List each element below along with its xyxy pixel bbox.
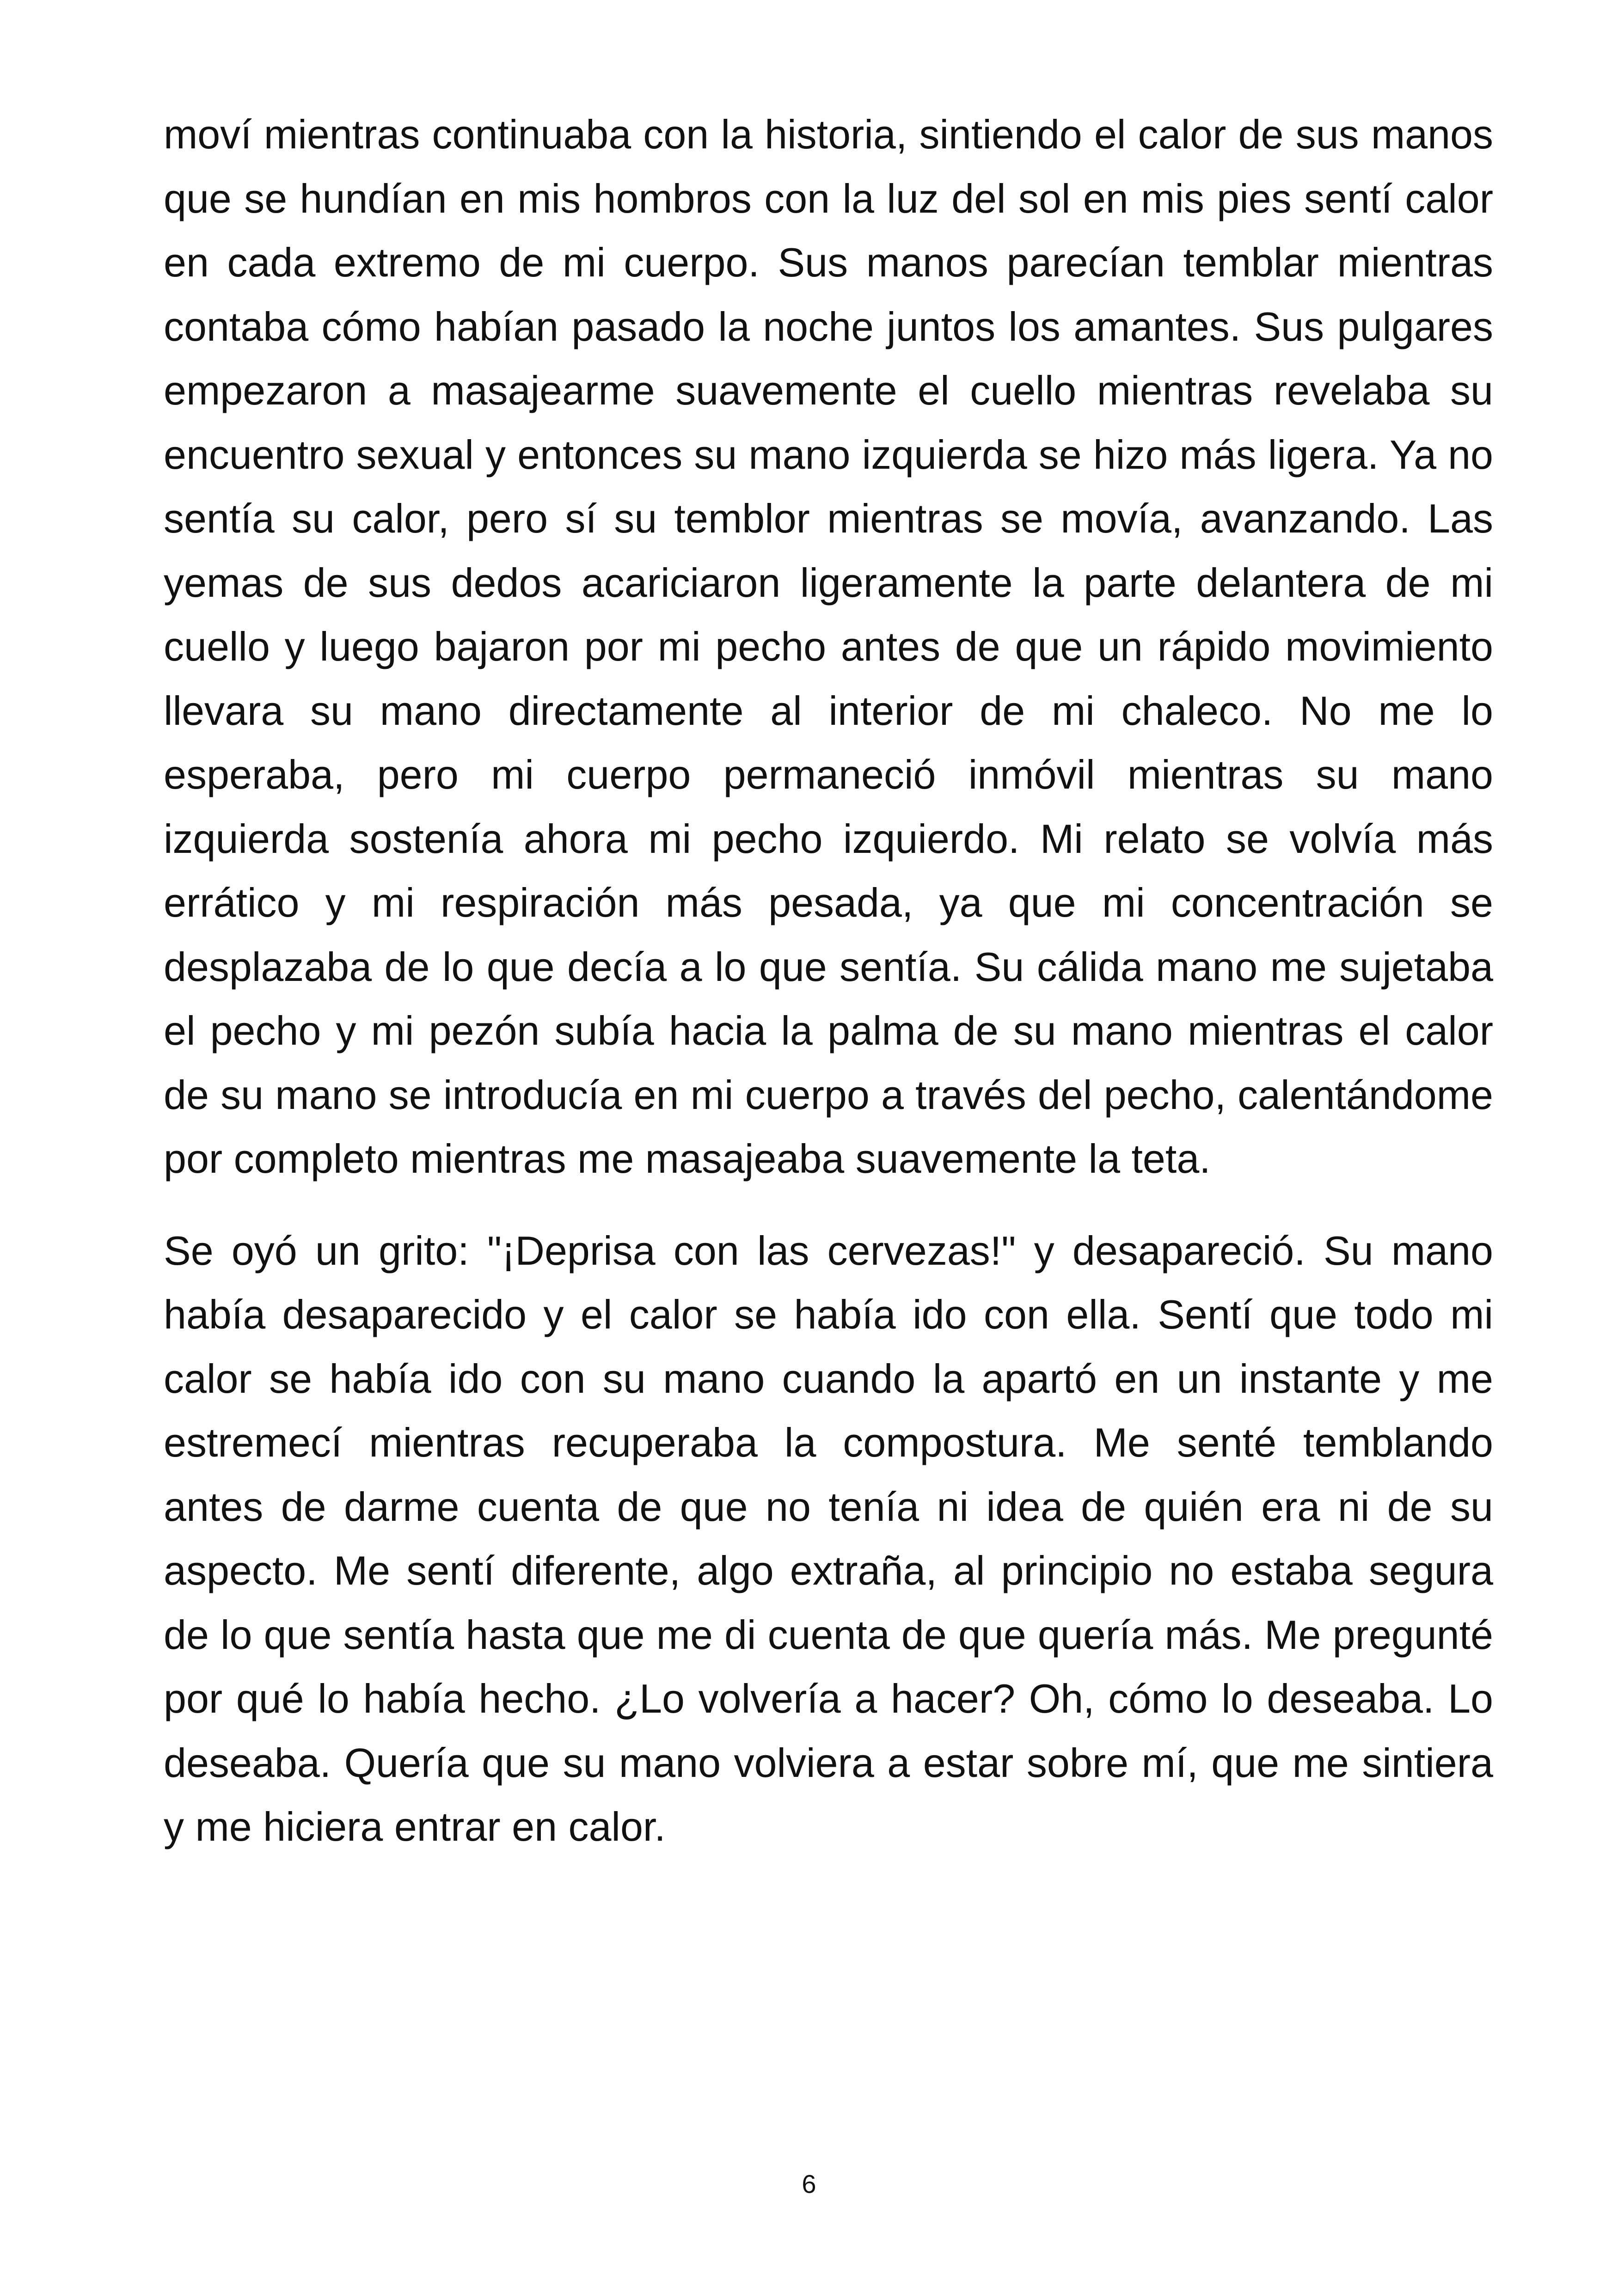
- page-number: 6: [802, 2169, 816, 2198]
- body-text: [164, 103, 1493, 1859]
- paragraph-1: moví mientras continuaba con la historia, sintiendo el calor de sus manos que se hundían en mis hombros con la luz del sol en mis pies sentí calor en cada extremo de mi cuerpo. Sus manos parecían temblar mientras contaba cómo habían pasado la noche juntos los amantes. Sus pulgares empezaron a masajearme suavemente el cuello mientras revelaba su encuentro sexual y entonces su mano izquierda se hizo más ligera. Ya no sentía su calor, pero sí su temblor mientras se movía, avanzando. Las yemas de sus dedos acariciaron ligeramente la parte delantera de mi cuello y luego bajaron por mi pecho antes de que un rápido movimiento llevara su mano directamente al interior de mi chaleco. No me lo esperaba, pero mi cuerpo permaneció inmóvil mientras su mano izquierda sostenía ahora mi pecho izquierdo. Mi relato se volvía más errático y mi respiración más pesada, ya que mi concentración se desplazaba de lo que decía a lo que sentía. Su cálida mano me sujetaba el pecho y mi pezón subía hacia la palma de su mano mientras el calor de su mano se introducía en mi cuerpo a través del pecho, calentándome por completo mientras me masajeaba suavemente la teta.: [164, 111, 1493, 1182]
- paragraph-2: Se oyó un grito: "¡Deprisa con las cervezas!" y desapareció. Su mano había desaparecido y el calor se había ido con ella. Sentí que todo mi calor se había ido con su mano cuando la apartó en un instante y me estremecí mientras recuperaba la compostura. Me senté temblando antes de darme cuenta de que no tenía ni idea de quién era ni de su aspecto. Me sentí diferente, algo extraña, al principio no estaba segura de lo que sentía hasta que me di cuenta de que quería más. Me pregunté por qué lo había hecho. ¿Lo volvería a hacer? Oh, cómo lo deseaba. Lo deseaba. Quería que su mano volviera a estar sobre mí, que me sintiera y me hiciera entrar en calor.: [164, 1227, 1493, 1849]
